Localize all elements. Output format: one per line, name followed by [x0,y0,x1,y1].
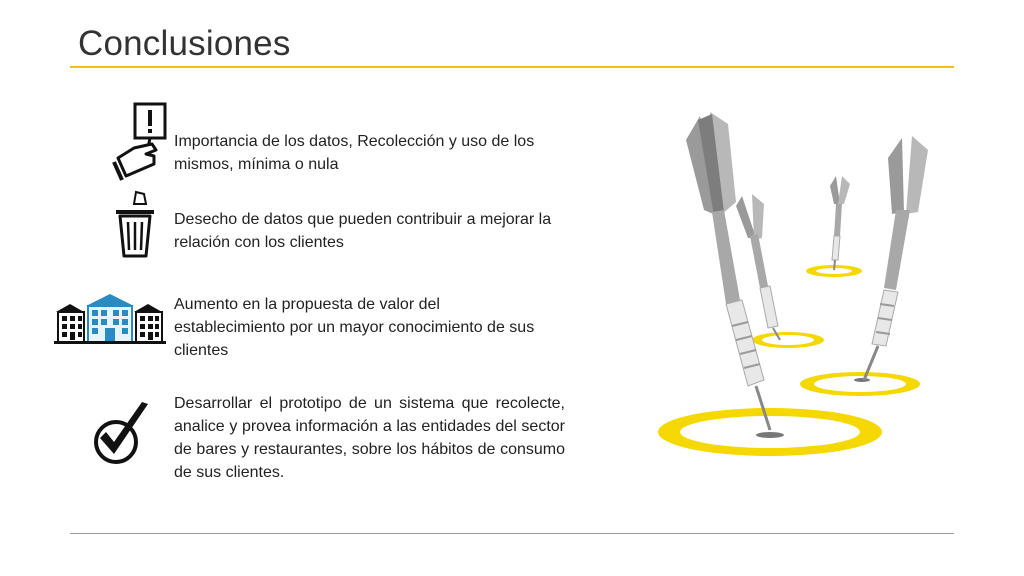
trash-can-icon [112,190,158,260]
conclusion-item-3: Aumento en la propuesta de valor del establecimiento por un mayor conocimiento de sus clientes [174,296,535,359]
warning-sign-hand-icon [110,100,170,182]
buildings-icon [54,292,166,344]
slide-title: Conclusiones [78,24,291,63]
conclusion-item-4: Desarrollar el prototipo de un sistema que recolecte, analice y provea información a las entidades del sector de bares y restaurantes, sobre los hábitos de consumo de sus clientes. [174,395,565,481]
checkmark-circle-icon [90,398,152,468]
darts-targets-icon [640,100,960,480]
title-underline [70,66,954,68]
conclusion-item-2: Desecho de datos que pueden contribuir a mejorar la relación con los clientes [174,211,552,251]
footer-rule [70,533,954,534]
conclusion-item-1: Importancia de los datos, Recolección y uso de los mismos, mínima o nula [174,133,535,173]
